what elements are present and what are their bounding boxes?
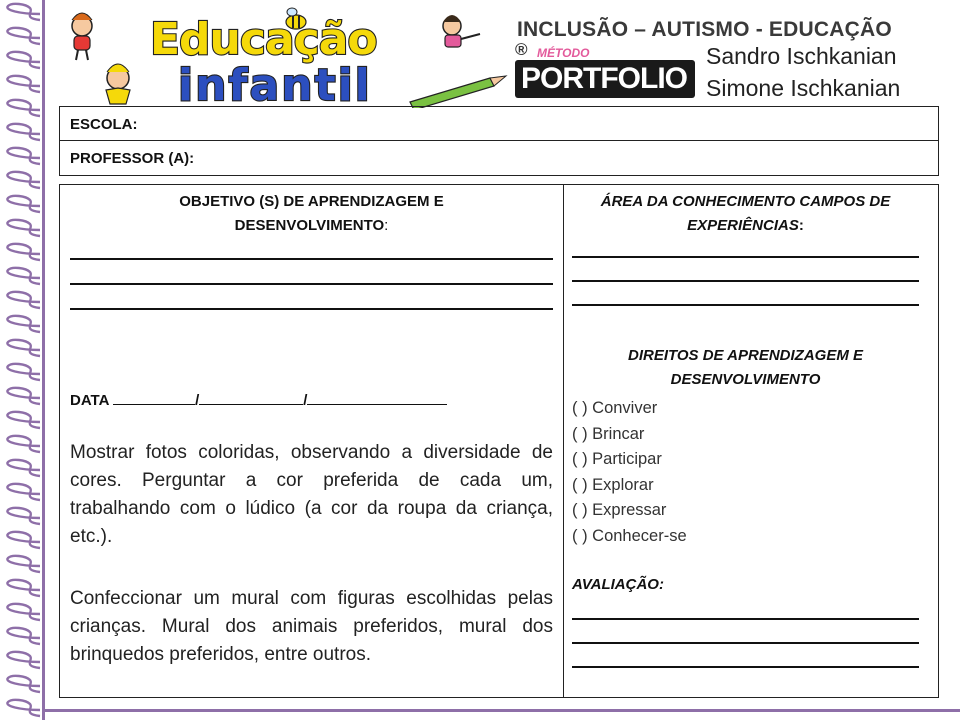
objectives-heading: OBJETIVO (S) DE APRENDIZAGEM E DESENVOLVIMENTO: xyxy=(179,193,444,234)
spiral-coil xyxy=(7,172,40,188)
area-blank-line[interactable] xyxy=(572,256,919,258)
learning-rights-heading: DIREITOS DE APRENDIZAGEM E DESENVOLVIMENTO xyxy=(627,347,864,388)
spiral-coil xyxy=(7,604,40,620)
spiral-coil xyxy=(7,700,40,716)
author-sandro: Sandro Ischkanian xyxy=(706,43,897,69)
spiral-coil xyxy=(7,4,40,20)
school-label: ESCOLA: xyxy=(70,116,138,133)
spiral-coil xyxy=(7,580,40,596)
teacher-label: PROFESSOR (A): xyxy=(70,150,195,167)
spiral-coil xyxy=(7,460,40,476)
spiral-coil xyxy=(7,76,40,92)
spiral-coil xyxy=(7,316,40,332)
checkbox-conhecer-se[interactable]: ( ) Conhecer-se xyxy=(572,526,687,545)
spiral-coil xyxy=(7,412,40,428)
educacao-infantil-logo xyxy=(60,6,515,108)
page-frame-bottom xyxy=(42,709,960,712)
spiral-coil xyxy=(7,196,40,212)
spiral-coil xyxy=(7,268,40,284)
kid-right-illustration xyxy=(443,15,480,47)
checkbox-conviver[interactable]: ( ) Conviver xyxy=(572,399,658,417)
header-title: INCLUSÃO – AUTISMO - EDUCAÇÃO xyxy=(517,18,892,41)
registered-mark: ® xyxy=(515,40,528,59)
checkbox-brincar[interactable]: ( ) Brincar xyxy=(572,424,645,443)
spiral-coil xyxy=(7,148,40,164)
pencil-illustration xyxy=(410,76,506,108)
author-simone: Simone Ischkanian xyxy=(706,75,901,101)
authors xyxy=(706,40,900,104)
spiral-coil xyxy=(7,220,40,236)
checkbox-participar[interactable]: ( ) Participar xyxy=(572,450,662,468)
spiral-coil xyxy=(7,484,40,500)
area-blank-line[interactable] xyxy=(572,304,919,306)
kid-bottom-illustration xyxy=(106,64,130,104)
spiral-coil xyxy=(7,628,40,644)
page-frame-left xyxy=(42,0,45,720)
knowledge-area-section xyxy=(572,190,919,306)
evaluation-blank-line[interactable] xyxy=(572,618,919,620)
spiral-coil xyxy=(7,244,40,260)
spiral-coil xyxy=(7,340,40,356)
checkbox-explorar[interactable]: ( ) Explorar xyxy=(572,475,654,494)
date-field[interactable]: DATA / / xyxy=(70,390,447,409)
spiral-coil xyxy=(7,52,40,68)
evaluation-blank-line[interactable] xyxy=(572,642,919,644)
teacher-field[interactable] xyxy=(59,141,939,176)
evaluation-blank-line[interactable] xyxy=(572,666,919,668)
objective-blank-line[interactable] xyxy=(70,283,553,285)
learning-rights-checklist xyxy=(572,396,687,549)
spiral-coil xyxy=(7,508,40,524)
school-field[interactable] xyxy=(59,106,939,141)
spiral-coil xyxy=(7,436,40,452)
portfolio-logo: PORTFOLIO xyxy=(515,60,695,98)
method-label: MÉTODO xyxy=(537,46,590,60)
logo-word-educacao: Educação xyxy=(150,14,377,65)
spiral-coil xyxy=(7,652,40,668)
spiral-coil xyxy=(7,676,40,692)
spiral-coil xyxy=(7,388,40,404)
spiral-coil xyxy=(7,124,40,140)
spiral-coil xyxy=(7,364,40,380)
area-blank-line[interactable] xyxy=(572,280,919,282)
spiral-coil xyxy=(7,28,40,44)
objective-blank-line[interactable] xyxy=(70,258,553,260)
evaluation-lines xyxy=(572,598,919,668)
spiral-coil xyxy=(7,100,40,116)
spiral-coil xyxy=(7,532,40,548)
activity-paragraph-2: Confeccionar um mural com figuras escolhidas pelas crianças. Mural dos animais preferidos, mural dos brinquedos preferidos, entre outros. xyxy=(70,588,553,665)
objective-blank-line[interactable] xyxy=(70,308,553,310)
evaluation-label: AVALIAÇÃO: xyxy=(572,576,664,593)
objectives-section xyxy=(70,190,553,310)
spiral-coil xyxy=(7,292,40,308)
spiral-coil xyxy=(7,556,40,572)
checkbox-expressar[interactable]: ( ) Expressar xyxy=(572,501,667,519)
knowledge-area-heading: ÁREA DA CONHECIMENTO CAMPOS DE EXPERIÊNCIAS: xyxy=(600,193,891,234)
kid-left-illustration xyxy=(72,13,92,60)
activity-paragraph-1: Mostrar fotos coloridas, observando a diversidade de cores. Perguntar a cor preferida de cada um, trabalhando com o lúdico (a cor da roupa da criança, etc.). xyxy=(70,442,553,547)
logo-word-infantil: infantil xyxy=(178,60,372,108)
column-divider xyxy=(563,184,564,698)
date-label: DATA xyxy=(70,392,109,409)
